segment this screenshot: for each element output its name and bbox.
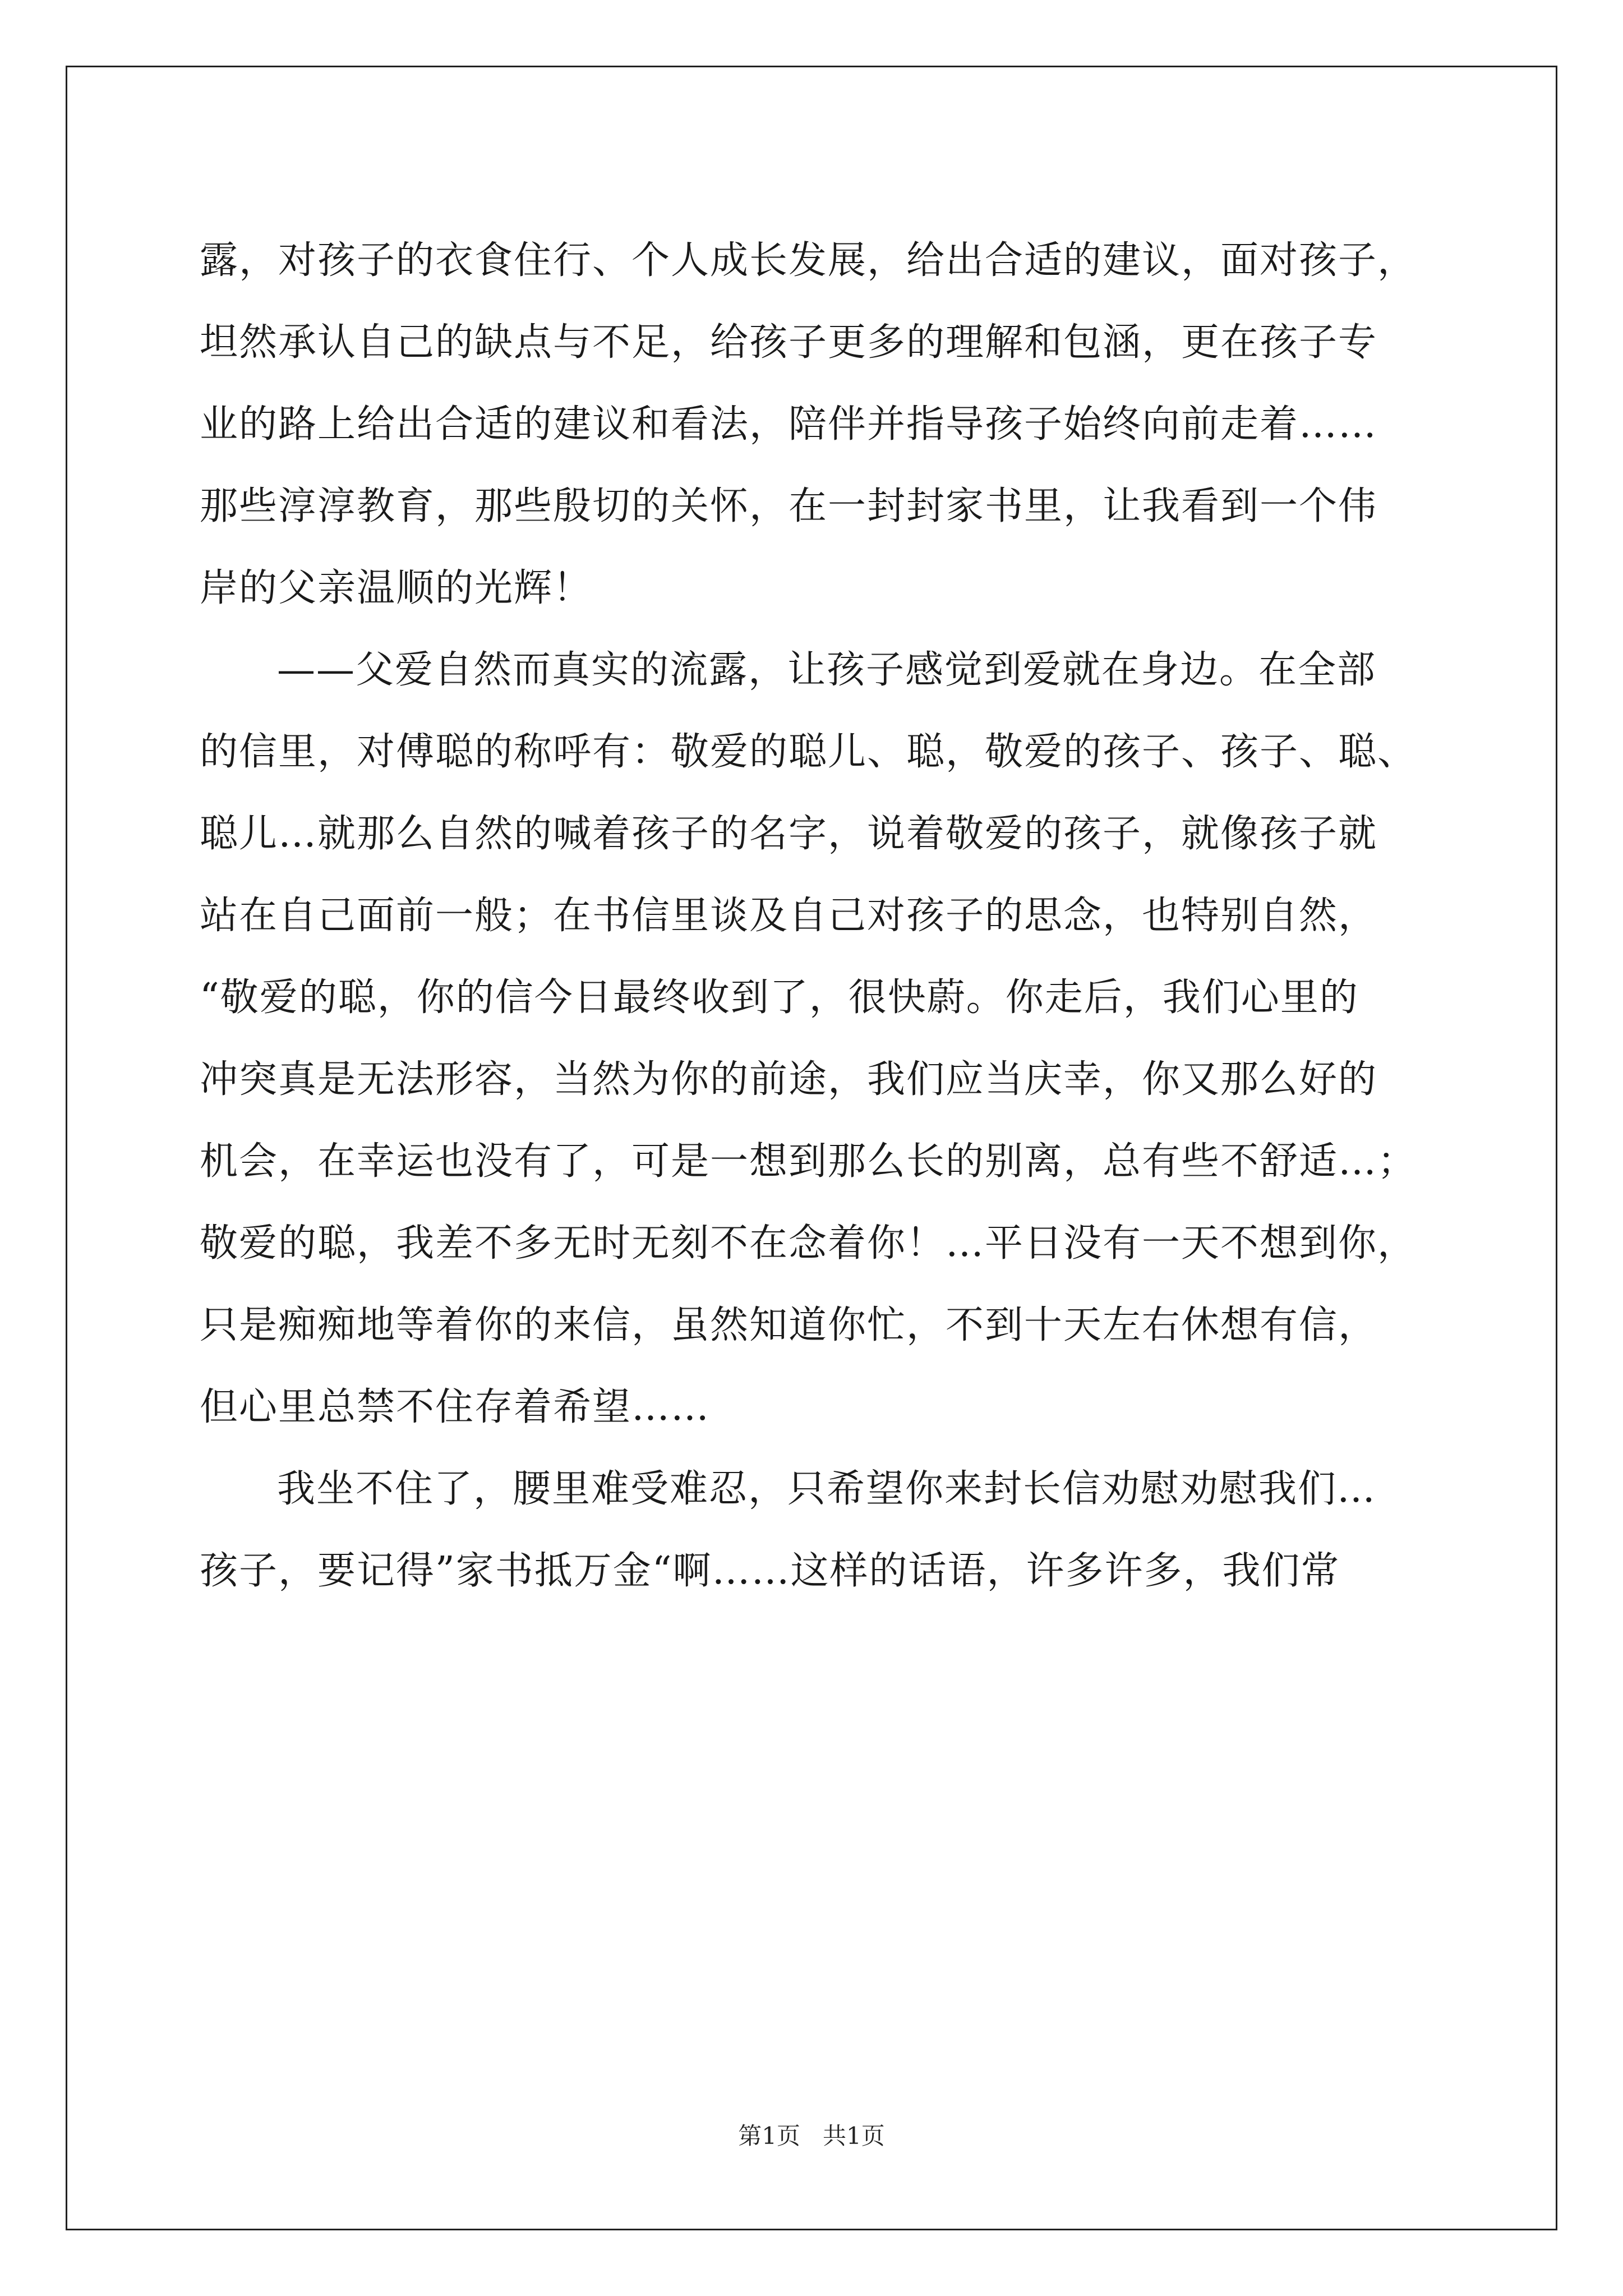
text-line-17: 孩子，要记得”家书抵万金“啊……这样的话语，许多许多，我们常	[200, 1549, 1340, 1593]
body-text	[200, 220, 1467, 1612]
text-line-8: 聪儿…就那么自然的喊着孩子的名字，说着敬爱的孩子，就像孩子就	[200, 812, 1378, 856]
text-line-14: 只是痴痴地等着你的来信，虽然知道你忙，不到十天左右休想有信，	[200, 1303, 1378, 1347]
text-line-10: “敬爱的聪，你的信今日最终收到了，很快蔚。你走后，我们心里的	[200, 976, 1359, 1020]
text-line-1: 露，对孩子的衣食住行、个人成长发展，给出合适的建议，面对孩子，	[200, 238, 1417, 283]
text-line-16: 我坐不住了，腰里难受难忍，只希望你来封长信劝慰劝慰我们…	[277, 1467, 1377, 1511]
text-line-4: 那些淳淳教育，那些殷切的关怀，在一封封家书里，让我看到一个伟	[200, 484, 1378, 528]
text-line-9: 站在自己面前一般；在书信里谈及自己对孩子的思念，也特别自然，	[200, 894, 1378, 938]
text-line-13: 敬爱的聪，我差不多无时无刻不在念着你！…平日没有一天不想到你，	[200, 1221, 1417, 1266]
text-line-15: 但心里总禁不住存着希望……	[200, 1385, 711, 1429]
text-line-2: 坦然承认自己的缺点与不足，给孩子更多的理解和包涵，更在孩子专	[200, 320, 1378, 365]
text-line-3: 业的路上给出合适的建议和看法，陪伴并指导孩子始终向前走着……	[200, 402, 1378, 447]
text-line-5: 岸的父亲温顺的光辉！	[200, 566, 593, 610]
text-line-7: 的信里，对傅聪的称呼有：敬爱的聪儿、聪，敬爱的孩子、孩子、聪、	[200, 730, 1417, 774]
text-line-11: 冲突真是无法形容，当然为你的前途，我们应当庆幸，你又那么好的	[200, 1057, 1378, 1102]
page-number-footer: 第1页 共1页	[738, 2122, 885, 2150]
text-line-12: 机会，在幸运也没有了，可是一想到那么长的别离，总有些不舒适…；	[200, 1139, 1417, 1184]
text-line-6: ——父爱自然而真实的流露，让孩子感觉到爱就在身边。在全部	[277, 648, 1377, 692]
